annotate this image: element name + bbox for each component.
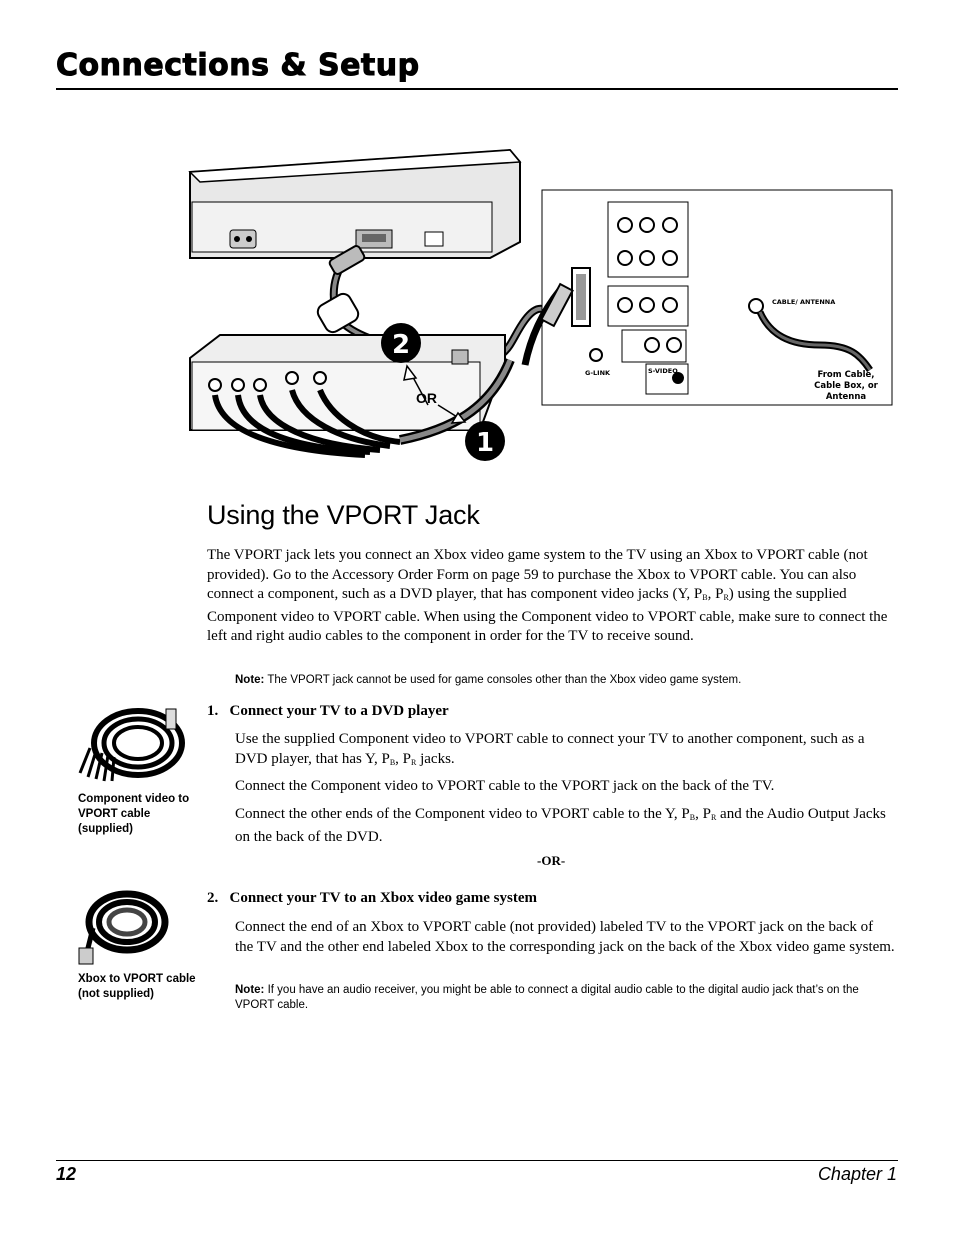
subscript-r: R	[723, 593, 729, 602]
step-text-part: Connect the other ends of the Component video to VPORT cable to the Y, P	[235, 806, 690, 822]
step-text-part: , P	[395, 750, 411, 767]
footer-rule	[56, 1160, 898, 1161]
page-number: 12	[56, 1164, 77, 1184]
or-divider: -OR-	[537, 853, 566, 868]
section-title: Using the VPORT Jack	[207, 500, 480, 530]
component-cable-illustration	[70, 703, 190, 788]
intro-paragraph	[207, 546, 897, 647]
subscript-r: R	[710, 813, 717, 822]
step-2-heading: 2. Connect your TV to an Xbox video game system	[207, 890, 538, 906]
step-text-part: Use the supplied Component video to VPORT cable to connect your TV to another component, such as a DVD player, that has Y, P	[235, 731, 865, 767]
glink-label: G-LINK	[585, 369, 611, 377]
note-text: If you have an audio receiver, you might be able to connect a digital audio cable to the digital audio jack that’s on the VPORT cable.	[235, 984, 859, 1011]
note-text: The VPORT jack cannot be used for game consoles other than the Xbox video game system.	[264, 674, 742, 686]
step-text-part: , P	[695, 806, 711, 822]
step-1-paragraph-2: Connect the Component video to VPORT cable to the VPORT jack on the back of the TV.	[235, 778, 775, 794]
intro-text-part: ) using the supplied Component video to VPORT cable. When using the Component video to VPORT cable, make sure to connect the left and right audio cables to the component in order for the TV to receive sound.	[207, 586, 888, 644]
step-1-paragraph-1	[235, 730, 895, 772]
cable-antenna-label: CABLE/ ANTENNA	[772, 298, 836, 306]
step-1-paragraph-3	[235, 805, 895, 847]
intro-text-part: , P	[707, 586, 724, 602]
chapter-label: Chapter 1	[817, 1164, 897, 1184]
caption-component-cable: Component video to VPORT cable (supplied)	[78, 793, 190, 835]
or-label: OR	[416, 390, 437, 406]
subscript-r: R	[411, 757, 417, 767]
callout-1: 1	[475, 428, 495, 458]
subscript-b: B	[689, 813, 696, 822]
xbox-cable-illustration	[75, 888, 175, 968]
note-vport	[235, 673, 895, 688]
header-rule	[56, 88, 898, 90]
step-2-paragraph-1: Connect the end of an Xbox to VPORT cable (not provided) labeled TV to the VPORT jack on the back of the TV and the other end labeled Xbox to the corresponding jack on the back of the Xbox video game system.	[235, 919, 895, 955]
note-label: Note:	[235, 674, 265, 686]
step-text-part: and the Audio Output Jacks on the back of the DVD.	[235, 806, 886, 845]
step-1-heading: 1. Connect your TV to a DVD player	[207, 703, 449, 719]
from-cable-label: From Cable, Cable Box, or Antenna	[814, 370, 878, 402]
intro-text-part: The VPORT jack lets you connect an Xbox video game system to the TV using an Xbox to VPORT cable (not provided). Go to the Accessory Order Form on page 59 to purchase the Xbox to VPORT cable. You can also connect a component, such as a DVD player, that has component video jacks (Y, P	[207, 547, 868, 602]
xbox-console-illustration	[190, 150, 520, 258]
connection-diagram	[180, 140, 900, 470]
subscript-b: B	[389, 757, 396, 767]
svideo-label: S-VIDEO	[648, 367, 678, 375]
callout-2: 2	[391, 330, 411, 360]
note-label: Note:	[235, 984, 265, 996]
step-text-part: jacks.	[416, 750, 455, 767]
note-audio-receiver	[235, 983, 875, 1013]
subscript-b: B	[702, 593, 708, 602]
caption-xbox-cable: Xbox to VPORT cable (not supplied)	[78, 973, 196, 1000]
page-header-title: Connections & Setup	[56, 48, 420, 83]
